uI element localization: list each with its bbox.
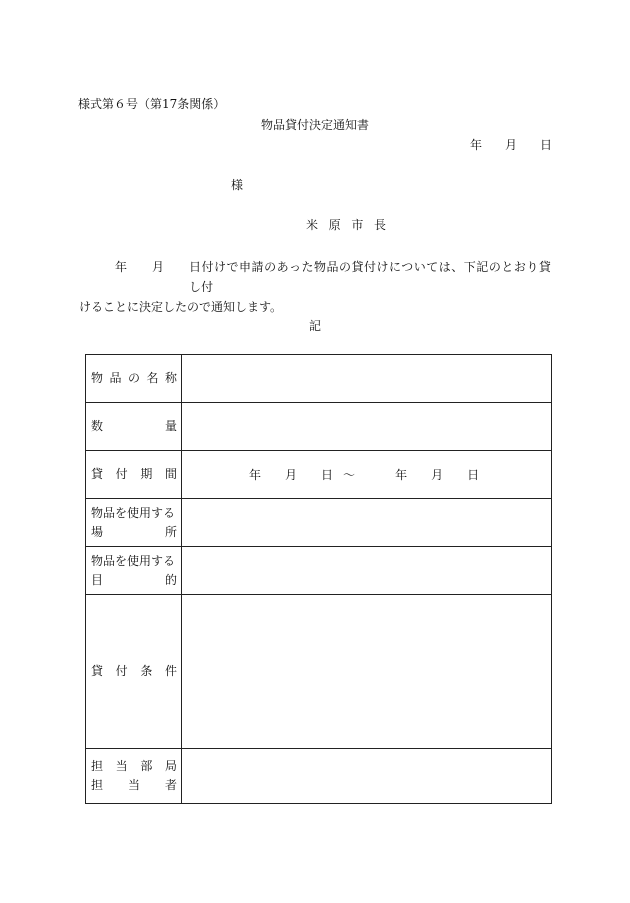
form-number: 様式第６号（第17条関係） [78, 97, 226, 111]
label-char: 貸 [91, 664, 104, 678]
date-day: 日 [539, 138, 552, 152]
label-loan-period [86, 451, 182, 499]
label-char: 者 [164, 778, 177, 792]
table-row [86, 355, 552, 403]
period-start-day: 日 [321, 468, 334, 482]
label-usage-place [86, 499, 182, 547]
label-char: 付 [115, 664, 128, 678]
label-char: 目 [91, 572, 104, 587]
value-department-person[interactable] [182, 749, 552, 804]
table-row [86, 595, 552, 749]
issuer-char: 原 [328, 218, 341, 232]
date-month: 月 [504, 138, 517, 152]
label-line: 物品を使用する [91, 553, 176, 568]
period-start-year: 年 [249, 468, 262, 482]
issuer [306, 217, 386, 233]
date-year: 年 [470, 138, 483, 152]
table-row [86, 403, 552, 451]
body-year: 年 [115, 260, 128, 274]
issuer-char: 市 [351, 218, 364, 232]
label-char: 的 [164, 572, 177, 587]
ki-heading: 記 [308, 319, 321, 333]
label-char: 所 [164, 524, 177, 539]
label-char: 部 [140, 759, 153, 773]
label-char: 間 [164, 467, 177, 481]
value-loan-conditions[interactable] [182, 595, 552, 749]
label-char: の [127, 371, 140, 385]
label-char: 量 [164, 419, 177, 433]
label-char: 当 [127, 778, 140, 792]
label-char: 貸 [91, 467, 104, 481]
label-char: 当 [115, 759, 128, 773]
document-title: 物品貸付決定通知書 [260, 118, 369, 132]
body-month: 月 [152, 260, 165, 274]
body-text [79, 257, 551, 317]
label-item-name [86, 355, 182, 403]
value-loan-period[interactable] [182, 451, 552, 499]
value-quantity[interactable] [182, 403, 552, 451]
label-char: 付 [115, 467, 128, 481]
period-start-month: 月 [285, 468, 298, 482]
body-line2: けることに決定したので通知します。 [79, 300, 283, 314]
label-char: 条 [140, 664, 153, 678]
label-usage-purpose [86, 547, 182, 595]
label-char: 称 [164, 371, 177, 385]
label-char: 名 [146, 371, 159, 385]
details-table [85, 354, 552, 804]
table-row [86, 499, 552, 547]
period-tilde: ～ [343, 468, 356, 482]
value-item-name[interactable] [182, 355, 552, 403]
label-char: 局 [164, 759, 177, 773]
label-quantity [86, 403, 182, 451]
date-line [470, 137, 552, 153]
label-char: 担 [91, 778, 104, 792]
label-loan-conditions [86, 595, 182, 749]
period-end-day: 日 [467, 468, 480, 482]
label-department-person [86, 749, 182, 804]
label-char: 物 [91, 371, 104, 385]
label-char: 数 [91, 419, 104, 433]
period-end-month: 月 [431, 468, 444, 482]
issuer-char: 長 [373, 218, 386, 232]
period-end-year: 年 [395, 468, 408, 482]
value-usage-purpose[interactable] [182, 547, 552, 595]
addressee: 様 [231, 178, 244, 192]
label-char: 場 [91, 524, 104, 539]
label-char: 品 [109, 371, 122, 385]
label-char: 期 [140, 467, 153, 481]
table-row [86, 749, 552, 804]
value-usage-place[interactable] [182, 499, 552, 547]
table-row [86, 451, 552, 499]
issuer-char: 米 [306, 218, 319, 232]
table-row [86, 547, 552, 595]
body-line1: 日付けで申請のあった物品の貸付けについては、下記のとおり貸し付 [189, 260, 551, 294]
label-char: 担 [91, 759, 104, 773]
label-char: 件 [164, 664, 177, 678]
label-line: 物品を使用する [91, 505, 176, 520]
